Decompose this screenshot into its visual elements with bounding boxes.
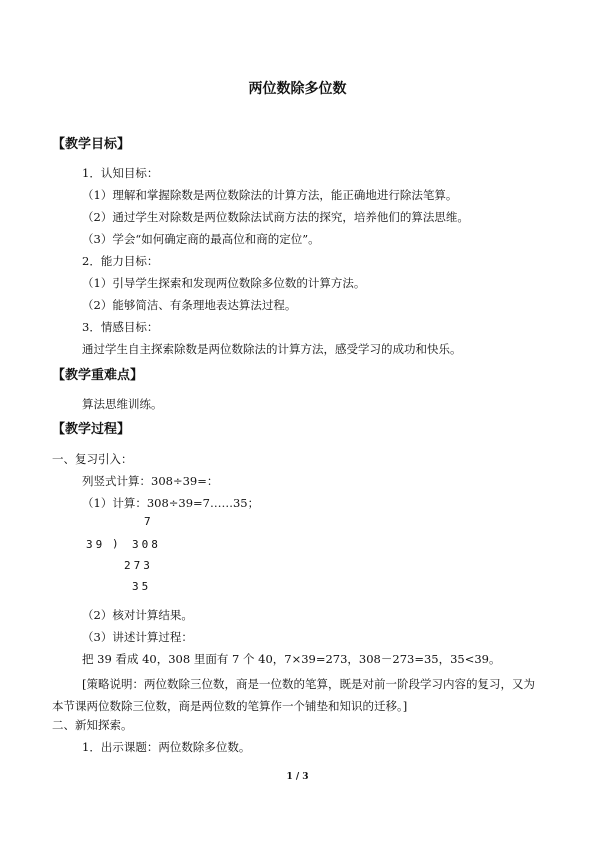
process-step-1: 一、复习引入： [52, 452, 133, 466]
goal-1-3: （3）学会“如何确定商的最高位和商的定位”。 [82, 232, 320, 246]
section-heading-process: 【教学过程】 [52, 422, 131, 437]
goal-2-2: （2）能够简洁、有条理地表达算法过程。 [82, 298, 297, 312]
strategy-note: [策略说明：两位数除三位数，商是一位数的笔算，既是对前一阶段学习内容的复习，又为本节课两位数除三位数，商是两位数的笔算作一个铺垫和知识的迁移。] [52, 677, 535, 713]
key-points-text: 算法思维训练。 [82, 397, 163, 411]
page-number: 1 / 3 [286, 772, 309, 782]
page-title: 两位数除多位数 [248, 81, 347, 97]
section-heading-goals: 【教学目标】 [52, 137, 131, 152]
division-product: 273 [124, 559, 153, 572]
goal-1: 1．认知目标： [82, 166, 159, 180]
long-division [82, 512, 202, 596]
division-remainder: 35 [132, 580, 152, 593]
process-step-1-b: （1）计算：308÷39=7……35； [82, 496, 260, 510]
process-step-2-a: 1．出示课题：两位数除多位数。 [82, 740, 251, 754]
process-step-2: 二、新知探索。 [52, 718, 133, 732]
section-heading-key-points: 【教学重难点】 [52, 368, 144, 383]
goal-3: 3．情感目标： [82, 320, 159, 334]
goal-1-2: （2）通过学生对除数是两位数除法试商方法的探究，培养他们的算法思维。 [82, 210, 469, 224]
process-step-1-c: （2）核对计算结果。 [82, 608, 193, 622]
division-bracket: ) [112, 537, 122, 550]
goal-1-1: （1）理解和掌握除数是两位数除法的计算方法，能正确地进行除法笔算。 [82, 188, 458, 202]
goal-2-1: （1）引导学生探索和发现两位数除多位数的计算方法。 [82, 276, 366, 290]
process-step-1-e: 把 39 看成 40，308 里面有 7 个 40，7×39=273，308－273=35，35<39。 [82, 652, 501, 666]
goal-2: 2．能力目标： [82, 254, 159, 268]
process-step-1-a: 列竖式计算：308÷39=： [82, 474, 219, 488]
division-dividend: 308 [132, 538, 161, 551]
process-step-1-d: （3）讲述计算过程： [82, 630, 193, 644]
division-divisor: 39 [86, 538, 106, 551]
goal-3-1: 通过学生自主探索除数是两位数除法的计算方法，感受学习的成功和快乐。 [82, 342, 462, 356]
division-quotient: 7 [144, 515, 154, 528]
